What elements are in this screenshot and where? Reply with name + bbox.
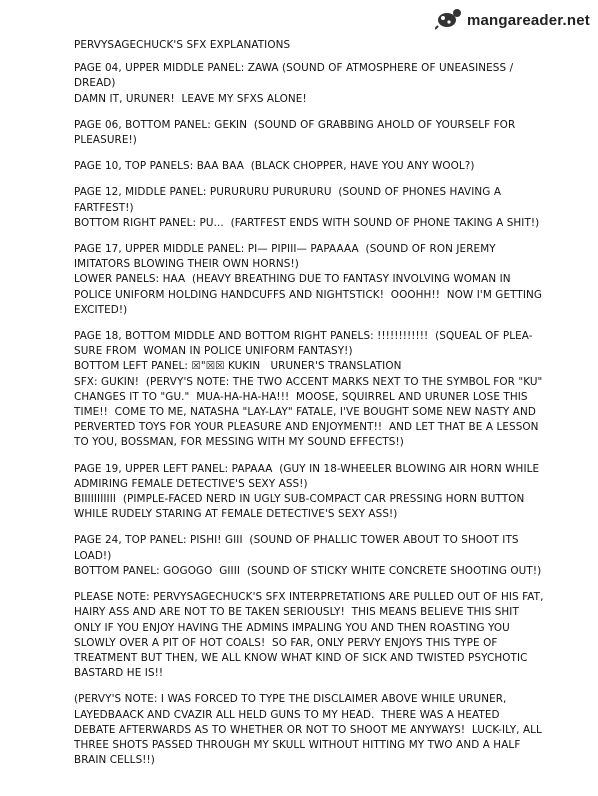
sfx-line: PAGE 24, TOP PANEL: PISHI! GIII (SOUND OF PHALLIC TOWER ABOUT TO SHOOT ITS LOAD!) — [74, 534, 523, 562]
sfx-line: PAGE 19, UPPER LEFT PANEL: PAPAAA (GUY IN 18-WHEELER BLOWING AIR HORN WHILE ADMIRING FEMALE DETECTIVE'S SEXY ASS!) — [74, 462, 543, 490]
sfx-notes-page — [74, 38, 547, 779]
sfx-line: PLEASE NOTE: PERVYSAGECHUCK'S SFX INTERPRETATIONS ARE PULLED OUT OF HIS FAT, HAIRY ASS AND ARE NOT TO BE TAKEN SERIOUSLY! THIS MEANS BELIEVE THIS SHIT ONLY IF YOU ENJOY HAVING THE ADMINS IMPALING YOU AND THEN ROASTING YOU SLOWLY OVER A PIT OF HOT COALS! SO FAR, ONLY PERVY ENJOYS THIS TYPE OF TREATMENT BUT THEN, WE ALL KNOW WHAT KIND OF SICK AND TWISTED PSYCHOTIC BASTARD HE IS!! — [74, 591, 547, 680]
sfx-line: PAGE 12, MIDDLE PANEL: PURURURU PURURURU (SOUND OF PHONES HAVING A FARTFEST!) — [74, 186, 505, 214]
sfx-line: BOTTOM PANEL: GOGOGO GIIII (SOUND OF STICKY WHITE CONCRETE SHOOTING OUT!) — [74, 564, 542, 577]
mangareader-logo-icon — [435, 6, 463, 34]
sfx-paragraph — [74, 329, 544, 451]
sfx-paragraph — [74, 533, 544, 579]
sfx-paragraph — [74, 462, 544, 523]
sfx-line: BOTTOM LEFT PANEL: ☒"☒☒ KUKIN URUNER'S TRANSLATION — [74, 360, 402, 373]
sfx-paragraphs — [74, 61, 547, 768]
sfx-line: PAGE 04, UPPER MIDDLE PANEL: ZAWA (SOUND OF ATMOSPHERE OF UNEASINESS / DREAD) — [74, 62, 517, 90]
sfx-line: PAGE 18, BOTTOM MIDDLE AND BOTTOM RIGHT PANELS: !!!!!!!!!!!! (SQUEAL OF PLEA-SURE FROM WOMAN IN POLICE UNIFORM FANTASY!) — [74, 330, 533, 358]
sfx-line: LOWER PANELS: HAA (HEAVY BREATHING DUE TO FANTASY INVOLVING WOMAN IN POLICE UNIFORM HOLDING HANDCUFFS AND NIGHTSTICK! OOOHH!! NOW I'M GETTING EXCITED!) — [74, 273, 546, 316]
sfx-paragraph — [74, 692, 544, 768]
sfx-paragraph — [74, 242, 544, 318]
page-title: PERVYSAGECHUCK'S SFX EXPLANATIONS — [74, 39, 291, 51]
sfx-paragraph — [74, 61, 544, 107]
site-watermark — [435, 6, 590, 34]
sfx-paragraph — [74, 590, 547, 681]
sfx-line: PAGE 17, UPPER MIDDLE PANEL: PI— PIPIII— PAPAAAA (SOUND OF RON JEREMY IMITATORS BLOWING THEIR OWN HORNS!) — [74, 243, 500, 271]
sfx-paragraph — [74, 185, 544, 231]
sfx-line: (PERVY'S NOTE: I WAS FORCED TO TYPE THE DISCLAIMER ABOVE WHILE URUNER, LAYEDBAACK AND CVAZIR ALL HELD GUNS TO MY HEAD. THERE WAS A HEATED DEBATE AFTERWARDS AS TO WHETHER OR NOT TO SHOOT ME ANYWAYS! LUCK-ILY, ALL THREE SHOTS PASSED THROUGH MY SKULL WITHOUT HITTING MY TWO AND A HALF BRAIN CELLS!!) — [74, 693, 546, 767]
sfx-line: SFX: GUKIN! (PERVY'S NOTE: THE TWO ACCENT MARKS NEXT TO THE SYMBOL FOR "KU" CHANGES IT TO "GU." MUA-HA-HA-HA!!! MOOSE, SQUIRREL AND URUNER LOSE THIS TIME!! COME TO ME, NATASHA "LAY-LAY" FATALE, I'VE BOUGHT SOME NEW NASTY AND PERVERTED TOYS FOR YOUR PLEASURE AND ENJOYMENT!! AND LET THAT BE A LESSON TO YOU, BOSSMAN, FOR MESSING WITH MY SOUND EFFECTS!) — [74, 375, 546, 449]
watermark-text: mangareader.net — [466, 11, 590, 29]
sfx-line: DAMN IT, URUNER! LEAVE MY SFXS ALONE! — [74, 92, 307, 105]
sfx-line: BIIIIIIIIIII (PIMPLE-FACED NERD IN UGLY SUB-COMPACT CAR PRESSING HORN BUTTON WHILE RUDELY STARING AT FEMALE DETECTIVE'S SEXY ASS!) — [74, 493, 528, 521]
sfx-line: PAGE 10, TOP PANELS: BAA BAA (BLACK CHOPPER, HAVE YOU ANY WOOL?) — [74, 160, 475, 173]
sfx-line: BOTTOM RIGHT PANEL: PU... (FARTFEST ENDS WITH SOUND OF PHONE TAKING A SHIT!) — [74, 216, 540, 229]
sfx-paragraph — [74, 159, 544, 174]
sfx-line: PAGE 06, BOTTOM PANEL: GEKIN (SOUND OF GRABBING AHOLD OF YOURSELF FOR PLEASURE!) — [74, 118, 519, 147]
sfx-paragraph — [74, 118, 544, 148]
